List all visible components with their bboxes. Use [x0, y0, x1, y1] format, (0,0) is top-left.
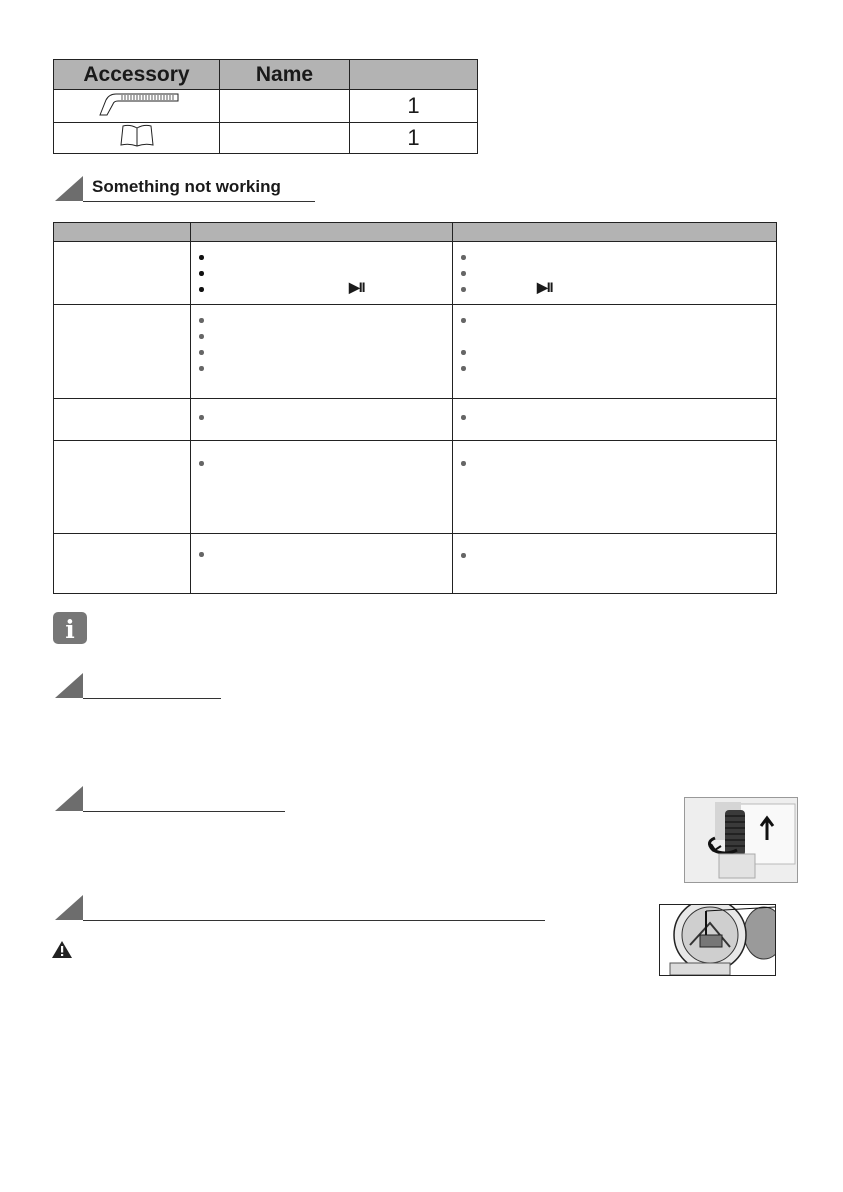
filter-location-illustration [660, 905, 775, 975]
section-triangle-icon [55, 673, 83, 698]
section-heading-trouble [55, 176, 317, 202]
accessory-cell [54, 123, 220, 154]
play-pause-icon: ▶II [537, 279, 553, 295]
cause-cell [191, 534, 453, 594]
section-triangle-icon [55, 786, 83, 811]
cause-header [191, 223, 453, 242]
bullet-item [461, 456, 770, 472]
section-underline [83, 201, 315, 203]
solution-cell [453, 534, 777, 594]
section-underline [83, 920, 545, 922]
problem-header [54, 223, 191, 242]
section-heading-2 [55, 673, 223, 699]
section-triangle-icon [55, 895, 83, 920]
cause-cell [191, 399, 453, 441]
bullet-item [461, 266, 770, 282]
bullet-item [461, 345, 770, 361]
accessory-name-cell [220, 123, 350, 154]
section-title: Something not working [92, 177, 281, 196]
table-row [54, 305, 777, 399]
bullet-item [461, 250, 770, 266]
bullet-item [199, 456, 446, 472]
accessory-row [54, 123, 478, 154]
cause-cell [191, 305, 453, 399]
bullet-item [461, 313, 770, 329]
bullet-item [461, 279, 770, 298]
problem-cell [54, 441, 191, 534]
troubleshooting-table [53, 222, 777, 594]
bullet-item [199, 329, 446, 345]
accessory-cell [54, 90, 220, 123]
name-header: Name [220, 60, 350, 90]
bullet-item [461, 548, 770, 564]
bullet-item [199, 361, 446, 377]
solution-cell [453, 242, 777, 305]
quantity-header [350, 60, 478, 90]
accessory-qty-cell: 1 [350, 123, 478, 154]
filter-location-photo [659, 904, 776, 976]
accessory-row [54, 90, 478, 123]
bullet-item [199, 313, 446, 329]
play-pause-icon: ▶II [349, 279, 365, 295]
bullet-item [199, 547, 446, 563]
hose-install-photo [684, 797, 798, 883]
cause-cell [191, 242, 453, 305]
section-heading-4 [55, 895, 547, 921]
bullet-item [199, 410, 446, 426]
accessory-qty-cell: 1 [350, 90, 478, 123]
problem-cell [54, 534, 191, 594]
manual-book-icon [120, 123, 154, 147]
hose-icon [92, 90, 182, 116]
bullet-item [199, 266, 446, 282]
section-heading-3 [55, 786, 287, 812]
accessory-name-cell [220, 90, 350, 123]
problem-cell [54, 399, 191, 441]
accessory-header-row [54, 60, 478, 90]
warning-icon [51, 940, 73, 964]
accessory-header: Accessory [54, 60, 220, 90]
section-triangle-icon [55, 176, 83, 201]
info-icon [53, 612, 87, 644]
bullet-item [199, 279, 446, 298]
table-header-row [54, 223, 777, 242]
problem-cell [54, 242, 191, 305]
solution-cell [453, 399, 777, 441]
hose-install-illustration [685, 798, 797, 882]
table-row [54, 242, 777, 305]
accessory-table [53, 59, 478, 154]
cause-cell [191, 441, 453, 534]
problem-cell [54, 305, 191, 399]
table-row [54, 399, 777, 441]
section-underline [83, 698, 221, 700]
bullet-item [199, 250, 446, 266]
info-glyph: i [65, 615, 75, 644]
solution-header [453, 223, 777, 242]
solution-cell [453, 305, 777, 399]
table-row [54, 534, 777, 594]
bullet-item [461, 410, 770, 426]
section-underline [83, 811, 285, 813]
table-row [54, 441, 777, 534]
bullet-item [199, 345, 446, 361]
bullet-item [461, 361, 770, 377]
solution-cell [453, 441, 777, 534]
